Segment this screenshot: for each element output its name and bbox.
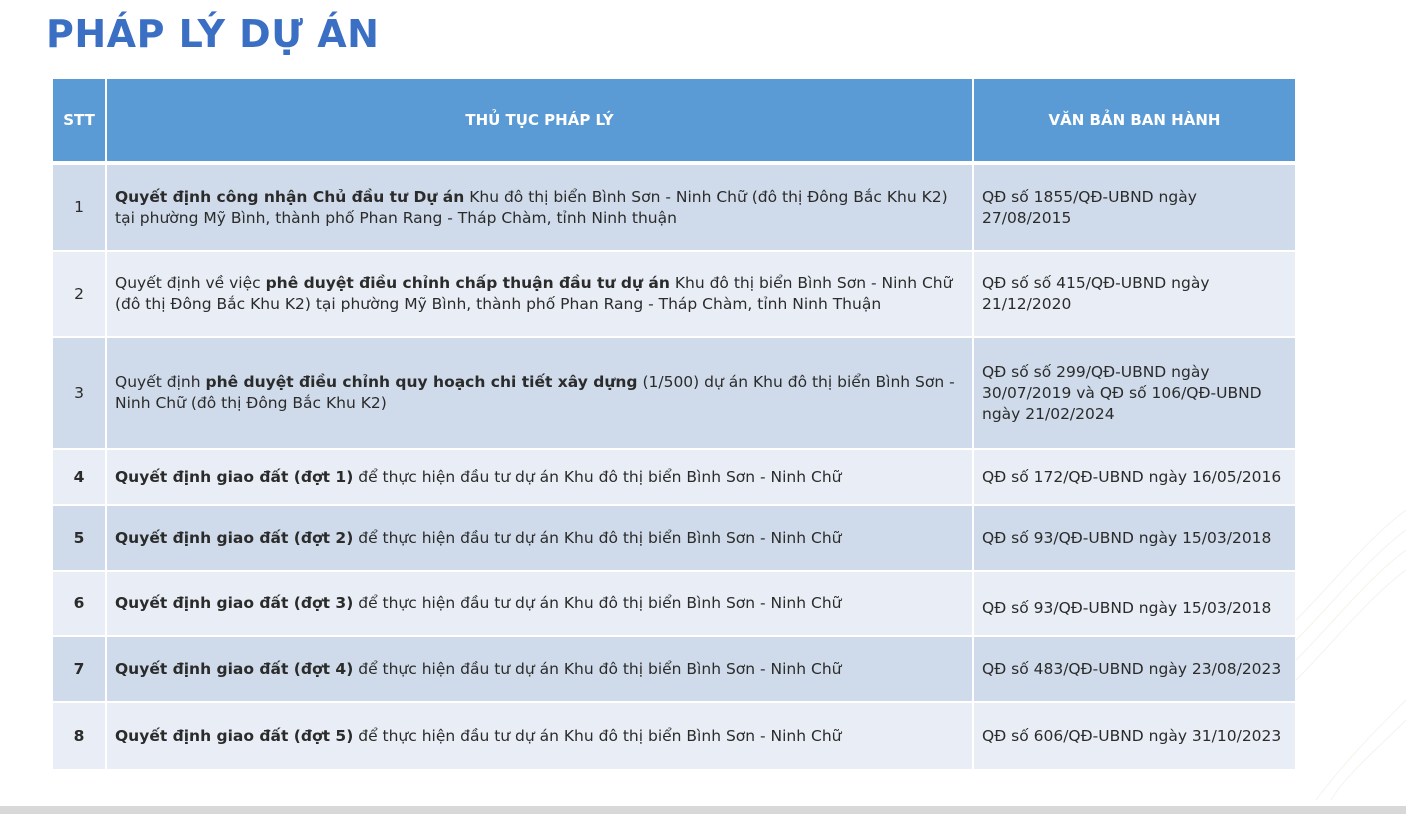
procedure-bold-text: Quyết định giao đất (đợt 4)	[115, 659, 354, 678]
row-procedure	[107, 637, 972, 701]
procedure-bold-text: Quyết định giao đất (đợt 5)	[115, 726, 354, 745]
table-row	[53, 165, 1295, 250]
row-document: QĐ số 483/QĐ-UBND ngày 23/08/2023	[974, 637, 1295, 701]
procedure-bold-text: phê duyệt điều chỉnh quy hoạch chi tiết xây dựng	[205, 373, 638, 391]
procedure-text: để thực hiện đầu tư dự án Khu đô thị biển Bình Sơn - Ninh Chữ	[353, 594, 842, 612]
row-procedure	[107, 252, 972, 336]
procedure-bold-text: Quyết định giao đất (đợt 1)	[115, 467, 354, 486]
row-procedure	[107, 165, 972, 250]
row-procedure	[107, 506, 972, 570]
row-procedure	[107, 703, 972, 769]
procedure-text: Quyết định	[115, 373, 206, 391]
row-document: QĐ số 93/QĐ-UBND ngày 15/03/2018	[974, 572, 1295, 635]
procedure-text: (1/500) dự án Khu đô thị biển Bình Sơn - Ninh Chữ (đô thị Đông Bắc Khu K2)	[115, 373, 955, 412]
table-row	[53, 450, 1295, 504]
procedure-text: Quyết định về việc	[115, 274, 266, 292]
decorative-lines	[1296, 500, 1406, 800]
row-document: QĐ số số 299/QĐ-UBND ngày 30/07/2019 và QĐ số 106/QĐ-UBND ngày 21/02/2024	[974, 338, 1295, 448]
footer-bar	[0, 806, 1406, 814]
procedure-bold-text: Quyết định giao đất (đợt 3)	[115, 594, 354, 612]
procedure-bold-text: Quyết định giao đất (đợt 2)	[115, 528, 354, 547]
table-row	[53, 338, 1295, 448]
row-stt: 8	[53, 703, 105, 769]
row-procedure	[107, 450, 972, 504]
row-document: QĐ số số 415/QĐ-UBND ngày 21/12/2020	[974, 252, 1295, 336]
procedure-text: để thực hiện đầu tư dự án Khu đô thị biển Bình Sơn - Ninh Chữ	[353, 528, 842, 547]
table-row	[53, 637, 1295, 701]
table-row	[53, 703, 1295, 769]
row-document: QĐ số 1855/QĐ-UBND ngày 27/08/2015	[974, 165, 1295, 250]
legal-table	[51, 77, 1297, 771]
page-title: PHÁP LÝ DỰ ÁN	[46, 12, 380, 56]
row-procedure	[107, 572, 972, 635]
header-stt: STT	[53, 79, 105, 161]
row-stt: 3	[53, 338, 105, 448]
row-document: QĐ số 606/QĐ-UBND ngày 31/10/2023	[974, 703, 1295, 769]
header-procedure: THỦ TỤC PHÁP LÝ	[107, 79, 972, 161]
procedure-bold-text: phê duyệt điều chỉnh chấp thuận đầu tư dự án	[265, 274, 670, 292]
row-stt: 5	[53, 506, 105, 570]
row-stt: 6	[53, 572, 105, 635]
row-document: QĐ số 93/QĐ-UBND ngày 15/03/2018	[974, 506, 1295, 570]
row-document: QĐ số 172/QĐ-UBND ngày 16/05/2016	[974, 450, 1295, 504]
row-stt: 1	[53, 165, 105, 250]
table-header-row	[53, 79, 1295, 161]
row-stt: 7	[53, 637, 105, 701]
row-stt: 4	[53, 450, 105, 504]
procedure-text: để thực hiện đầu tư dự án Khu đô thị biển Bình Sơn - Ninh Chữ	[353, 467, 842, 486]
row-stt: 2	[53, 252, 105, 336]
table-row	[53, 506, 1295, 570]
header-document: VĂN BẢN BAN HÀNH	[974, 79, 1295, 161]
procedure-text: để thực hiện đầu tư dự án Khu đô thị biển Bình Sơn - Ninh Chữ	[353, 659, 842, 678]
table-row	[53, 252, 1295, 336]
procedure-text: để thực hiện đầu tư dự án Khu đô thị biển Bình Sơn - Ninh Chữ	[353, 726, 842, 745]
procedure-text: Khu đô thị biển Bình Sơn - Ninh Chữ (đô thị Đông Bắc Khu K2) tại phường Mỹ Bình, thành phố Phan Rang - Tháp Chàm, tỉnh Ninh thuận	[115, 187, 948, 227]
table-row	[53, 572, 1295, 635]
procedure-bold-text: Quyết định công nhận Chủ đầu tư Dự án	[115, 187, 465, 206]
row-procedure	[107, 338, 972, 448]
procedure-text: Khu đô thị biển Bình Sơn - Ninh Chữ (đô thị Đông Bắc Khu K2) tại phường Mỹ Bình, thành phố Phan Rang - Tháp Chàm, tỉnh Ninh Thuận	[115, 274, 953, 313]
